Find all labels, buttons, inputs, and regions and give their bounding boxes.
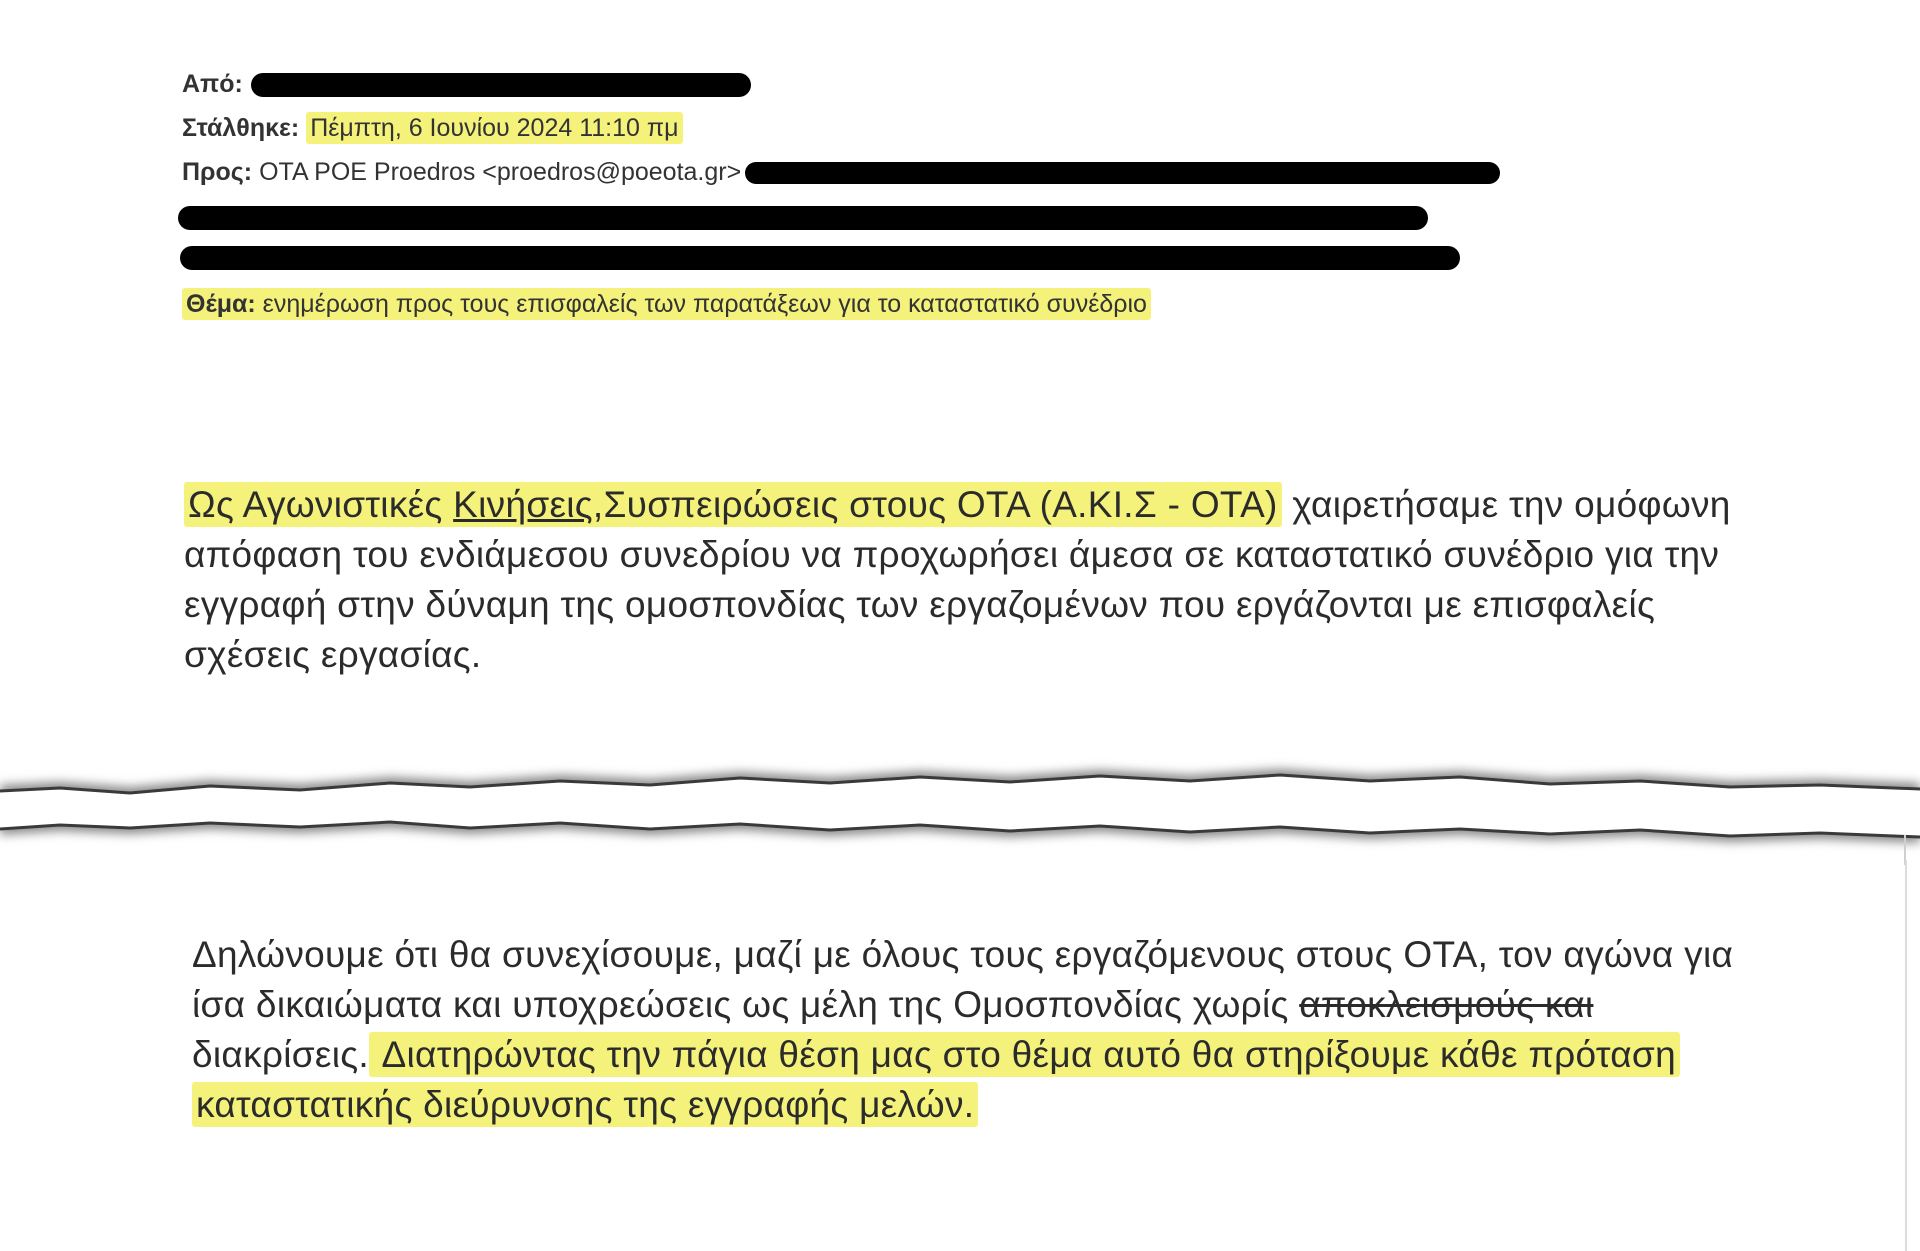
sent-label: Στάλθηκε: — [182, 114, 300, 142]
redacted-line-1 — [182, 194, 1642, 238]
paragraph-2-mid: διακρίσεις. — [192, 1034, 369, 1075]
subject-label: Θέμα: — [186, 290, 256, 318]
subject-text: ενημέρωση προς τους επισφαλείς των παρατάξεων για το καταστατικό συνέδριο — [262, 290, 1147, 318]
to-label: Προς: — [182, 158, 253, 186]
intro-text-end: ,Συσπειρώσεις στους ΟΤΑ (Α.ΚΙ.Σ - ΟΤΑ) — [592, 484, 1278, 525]
paragraph-2-highlight: Διατηρώντας την πάγια θέση μας στο θέμα αυτό θα στηρίξουμε κάθε πρόταση καταστατικής διεύρυνσης της εγγραφής μελών. — [192, 1032, 1680, 1127]
redaction-bar — [178, 206, 1428, 230]
subject-line — [182, 282, 1642, 326]
subject-highlight — [182, 288, 1151, 320]
redacted-recipients — [745, 162, 1500, 184]
paragraph-1-text — [184, 480, 1744, 680]
paragraph-1-body: χαιρετήσαμε την ομόφωνη απόφαση του ενδιάμεσου συνεδρίου να προχωρήσει άμεσα σε καταστατικό συνέδριο για την εγγραφή στην δύναμη της ομοσπονδίας των εργαζομένων που εργάζονται με επισφαλείς σχέσεις εργασίας. — [184, 484, 1731, 675]
paragraph-1-intro — [184, 482, 1282, 527]
redacted-line-2 — [182, 238, 1642, 282]
lower-sheet-edge — [1905, 860, 1907, 1251]
paragraph-2-text — [192, 930, 1752, 1130]
paragraph-1 — [184, 480, 1744, 680]
paragraph-2-struck: αποκλεισμούς και — [1299, 984, 1594, 1025]
to-line — [182, 150, 1642, 194]
sent-line — [182, 106, 1642, 150]
torn-page-separator — [0, 735, 1920, 865]
from-line — [182, 62, 1642, 106]
email-header — [182, 62, 1642, 326]
to-recipient: ΟΤΑ POE Proedros <proedros@poeota.gr> — [259, 158, 742, 186]
intro-underlined: Κινήσεις — [453, 484, 593, 525]
intro-text: Ως Αγωνιστικές — [188, 484, 454, 525]
redaction-bar — [180, 246, 1460, 270]
paragraph-2-start: Δηλώνουμε ότι θα συνεχίσουμε, μαζί με όλους τους εργαζόμενους στους ΟΤΑ, τον αγώνα για ίσα δικαιώματα και υποχρεώσεις ως μέλη της Ομοσπονδίας χωρίς — [192, 934, 1734, 1025]
from-label: Από: — [182, 70, 243, 98]
sent-date: Πέμπτη, 6 Ιουνίου 2024 11:10 πμ — [306, 112, 682, 144]
paragraph-2 — [192, 930, 1752, 1130]
redacted-sender — [251, 73, 751, 97]
